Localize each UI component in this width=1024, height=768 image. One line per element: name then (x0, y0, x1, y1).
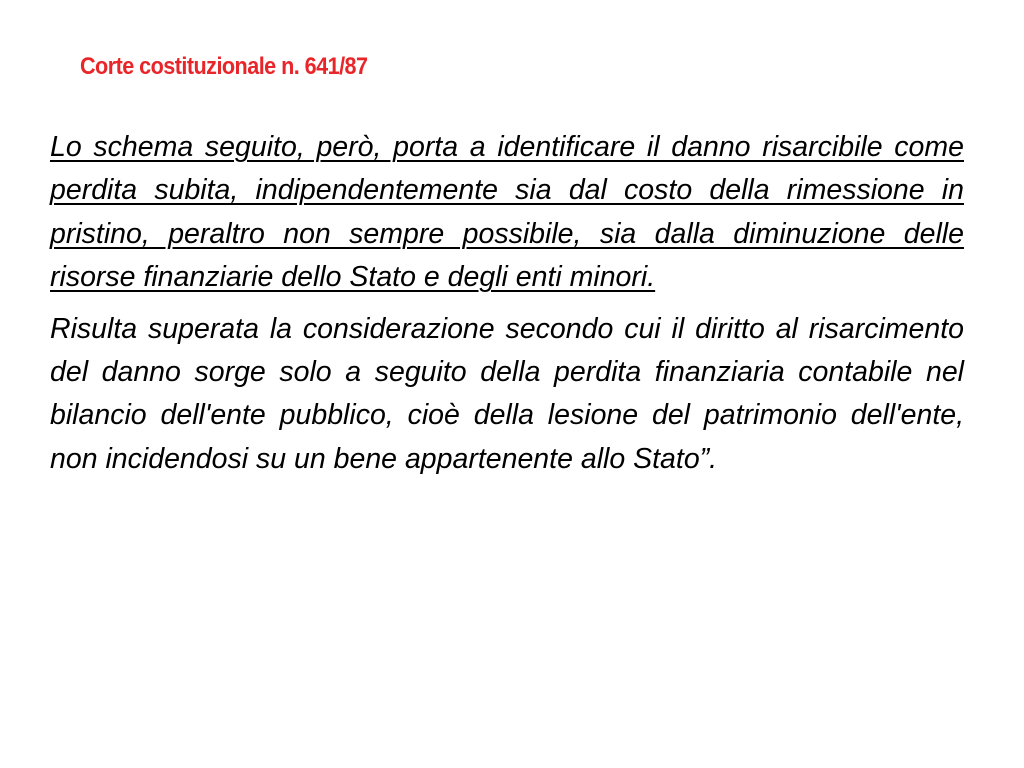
paragraph-underlined: Lo schema seguito, però, porta a identificare il danno risarcibile come perdita subita, indipendentemente sia dal costo della rimessione in pristino, peraltro non sempre possibile, sia dalla diminuzione delle risorse finanziarie dello Stato e degli enti minori. (50, 131, 964, 294)
slide-title: Corte costituzionale n. 641/87 (80, 53, 368, 80)
paragraph: Risulta superata la considerazione secondo cui il diritto al risarcimento del danno sorge solo a seguito della perdita finanziaria contabile nel bilancio dell'ente pubblico, cioè della lesione del patrimonio dell'ente, non incidendosi su un bene appartenente allo Stato”. (50, 312, 964, 475)
slide-body (50, 126, 964, 481)
